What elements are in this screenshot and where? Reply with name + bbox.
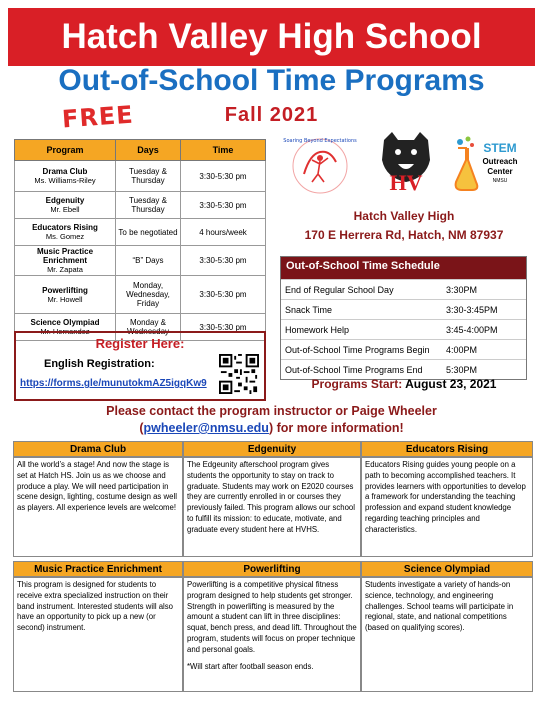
program-cell bbox=[15, 276, 116, 314]
schedule-time: 3:30PM bbox=[446, 284, 478, 295]
desc-header-science: Science Olympiad bbox=[361, 561, 533, 577]
contact-email-line bbox=[0, 421, 543, 435]
desc-body-edgenuity: The Edgeunity afterschool program gives students the opportunity to stay on track to graduate. Students may work on E2020 courses they are currently enrolled in or courses they previously failed. This program allows our school to fulfill its mission: to educate, motivate, and graduate every student here at HVHS. bbox=[183, 457, 361, 557]
program-name: Edgenuity bbox=[45, 196, 85, 205]
column-header-days: Days bbox=[116, 140, 181, 161]
program-cell bbox=[15, 192, 116, 219]
program-table bbox=[14, 139, 266, 341]
schedule-time: 4:00PM bbox=[446, 344, 478, 355]
table-header-row bbox=[15, 140, 266, 161]
program-cell bbox=[15, 161, 116, 192]
center-text: Center bbox=[487, 167, 513, 176]
page-subtitle: Out-of-School Time Programs bbox=[58, 64, 485, 97]
registration-link[interactable]: https://forms.gle/munutokmAZ5igqKw9 bbox=[20, 378, 207, 389]
school-name: Hatch Valley High bbox=[353, 209, 455, 223]
program-instructor: Mr. Howell bbox=[47, 294, 83, 304]
days-cell: Monday & Wednesday bbox=[116, 314, 181, 341]
days-cell: Monday, Wednesday, Friday bbox=[116, 276, 181, 314]
outreach-text: Outreach bbox=[482, 157, 518, 166]
free-badge: FREE bbox=[61, 100, 135, 134]
program-name: Powerlifting bbox=[42, 285, 88, 295]
desc-header-powerlifting: Powerlifting bbox=[183, 561, 361, 577]
hv-logo-text: HV bbox=[389, 170, 423, 195]
days-cell: Tuesday & Thursday bbox=[116, 192, 181, 219]
program-name: Educators Rising bbox=[32, 223, 98, 232]
program-instructor: Mr. Hernandez bbox=[40, 327, 90, 336]
schedule-row bbox=[281, 339, 526, 359]
schedule-time: 3:45-4:00PM bbox=[446, 324, 498, 335]
program-name: Drama Club bbox=[42, 167, 88, 176]
desc-header-music: Music Practice Enrichment bbox=[13, 561, 183, 577]
contact-line: Please contact the program instructor or Paige Wheeler bbox=[106, 404, 437, 418]
desc-body-science: Students investigate a variety of hands-on science, technology, and engineering challenges. School teams will participate in regional, state, and national competitions (based on qualifying scores). bbox=[361, 577, 533, 692]
schedule-row bbox=[281, 319, 526, 339]
contact-open-paren: ( bbox=[139, 421, 144, 435]
logo-tagline: Soaring Beyond Expectations bbox=[283, 138, 357, 144]
programs-start bbox=[280, 377, 528, 391]
season-label: Fall 2021 bbox=[224, 104, 319, 126]
register-box bbox=[14, 331, 266, 401]
community-center-logo bbox=[283, 134, 357, 199]
program-cell bbox=[15, 246, 116, 276]
program-instructor: Ms. Williams-Riley bbox=[34, 176, 96, 185]
column-header-program: Program bbox=[15, 140, 116, 161]
title-banner bbox=[8, 8, 535, 66]
desc-body-powerlifting bbox=[183, 577, 361, 692]
powerlifting-note: *Will start after football season ends. bbox=[187, 661, 314, 671]
powerlifting-text: Powerlifting is a competitive physical fitness program designed to help students get stronger. Strength in powerlifting is measured by the amount a student can lift in three disciplines: squat, bench press, and dead lift. Throughout the program, students will focus on proper technique and personal goals. bbox=[187, 580, 357, 654]
table-row bbox=[15, 192, 266, 219]
desc-header-educators: Educators Rising bbox=[361, 441, 533, 457]
qr-code-icon[interactable] bbox=[219, 354, 259, 394]
schedule-label: Out-of-School Time Programs End bbox=[285, 364, 423, 375]
contact-suffix: ) for more information! bbox=[268, 421, 404, 435]
schedule-time: 3:30-3:45PM bbox=[446, 304, 498, 315]
schedule-table bbox=[280, 256, 527, 380]
time-cell: 3:30-5:30 pm bbox=[181, 314, 266, 341]
schedule-title: Out-of-School Time Schedule bbox=[281, 257, 526, 279]
program-instructor: Ms. Gomez bbox=[45, 232, 85, 241]
time-cell: 3:30-5:30 pm bbox=[181, 161, 266, 192]
start-date: August 23, 2021 bbox=[405, 377, 497, 391]
schedule-label: Homework Help bbox=[285, 324, 350, 335]
program-name: Science Olympiad bbox=[30, 318, 100, 327]
time-cell: 4 hours/week bbox=[181, 219, 266, 246]
desc-header-edgenuity: Edgenuity bbox=[183, 441, 361, 457]
table-row bbox=[15, 161, 266, 192]
table-row bbox=[15, 246, 266, 276]
page-title: Hatch Valley High School bbox=[61, 17, 482, 56]
register-title: Register Here: bbox=[95, 336, 185, 351]
start-label: Programs Start: bbox=[311, 377, 403, 391]
stem-text: STEM bbox=[483, 141, 517, 155]
desc-header-drama: Drama Club bbox=[13, 441, 183, 457]
table-row bbox=[15, 276, 266, 314]
schedule-label: End of Regular School Day bbox=[285, 284, 394, 295]
registration-label: English Registration: bbox=[44, 358, 155, 370]
days-cell: To be negotiated bbox=[116, 219, 181, 246]
desc-body-music: This program is designed for students to receive extra specialized instruction on their band instrument. Interested students will also have an opportunity to pick up a new (or second) instrument. bbox=[13, 577, 183, 692]
days-cell: “B” Days bbox=[116, 246, 181, 276]
contact-email-link[interactable]: pwheeler@nmsu.edu bbox=[143, 421, 269, 435]
days-cell: Tuesday & Thursday bbox=[116, 161, 181, 192]
program-cell bbox=[15, 219, 116, 246]
program-name: Music Practice Enrichment bbox=[36, 247, 94, 265]
school-address: 170 E Herrera Rd, Hatch, NM 87937 bbox=[304, 228, 504, 242]
time-cell: 3:30-5:30 pm bbox=[181, 276, 266, 314]
schedule-label: Snack Time bbox=[285, 304, 333, 315]
table-row bbox=[15, 219, 266, 246]
schedule-row bbox=[281, 359, 526, 379]
desc-body-educators: Educators Rising guides young people on a path to becoming accomplished teachers. It provides learners with opportunities to develop a framework for understanding the teaching profession and expand student knowledge regarding teaching principles and characteristics. bbox=[361, 457, 533, 557]
desc-body-drama: All the world’s a stage! And now the stage is set at Hatch HS. Join us as we choose and produce a play. We will need participation in scene design, lighting, costume design as well as players. All experience levels are welcome! bbox=[13, 457, 183, 557]
program-instructor: Mr. Zapata bbox=[47, 265, 83, 274]
bear-mascot-logo bbox=[376, 128, 436, 196]
schedule-row bbox=[281, 279, 526, 299]
schedule-label: Out-of-School Time Programs Begin bbox=[285, 344, 430, 355]
schedule-time: 5:30PM bbox=[446, 364, 478, 375]
time-cell: 3:30-5:30 pm bbox=[181, 246, 266, 276]
program-instructor: Mr. Ebell bbox=[50, 205, 80, 214]
time-cell: 3:30-5:30 pm bbox=[181, 192, 266, 219]
schedule-row bbox=[281, 299, 526, 319]
stem-outreach-logo bbox=[450, 134, 525, 196]
column-header-time: Time bbox=[181, 140, 266, 161]
nmsu-text: NMSU bbox=[492, 178, 508, 184]
